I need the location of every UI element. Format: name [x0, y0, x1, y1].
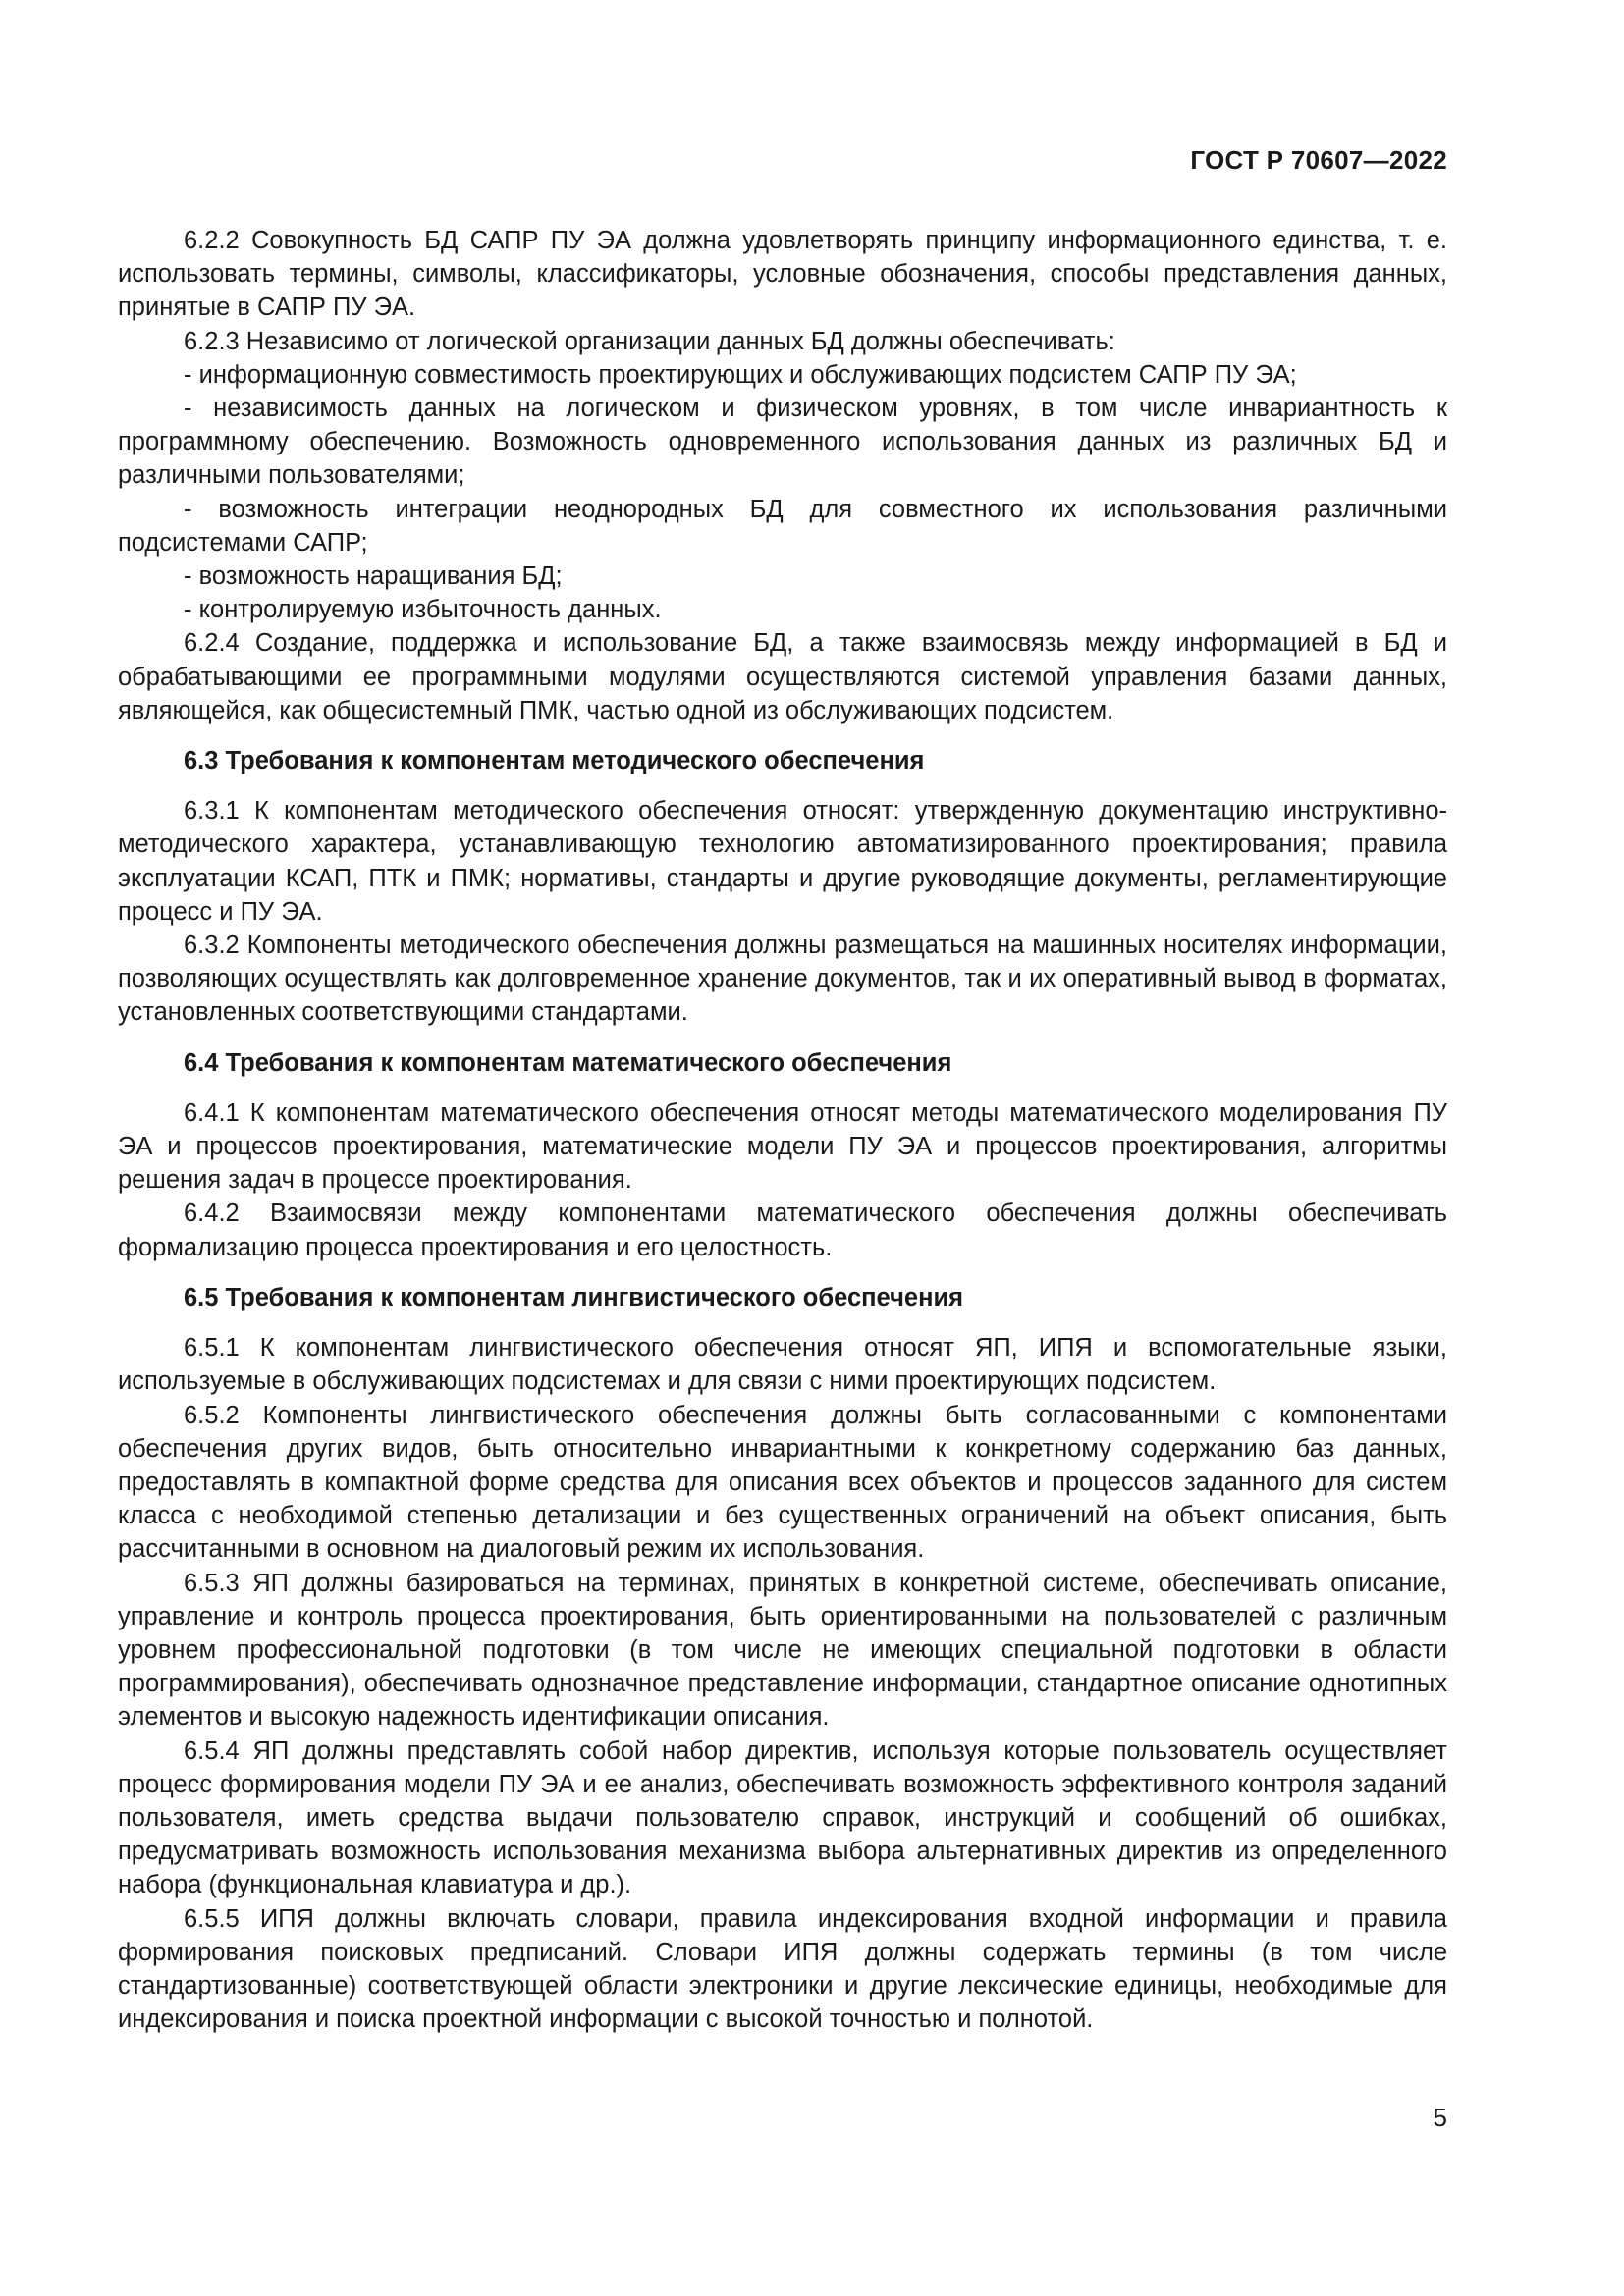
paragraph-6-5-3: 6.5.3 ЯП должны базироваться на терминах, принятых в конкретной системе, обеспечивать описание, управление и контроль процесса проектирования, быть ориентированными на пользователей с различным уровнем профессиональной подготовки (в том числе не имеющих специальной подготовки в области программирования), обеспечивать однозначное представление информации, стандартное описание однотипных элементов и высокую надежность идентификации описания.	[118, 1569, 1447, 1732]
paragraph-6-5-4: 6.5.4 ЯП должны представлять собой набор директив, используя которые пользователь осуществляет процесс формирования модели ПУ ЭА и ее анализ, обеспечивать возможность эффективного контроля заданий пользователя, иметь средства выдачи пользователю справок, инструкций и сообщений об ошибках, предусматривать возможность использования механизма выбора альтернативных директив из определенного набора (функциональная клавиатура и др.).	[118, 1736, 1447, 1899]
list-item: - возможность наращивания БД;	[184, 562, 563, 591]
section-heading-6-3: 6.3 Требования к компонентам методического обеспечения	[184, 747, 925, 775]
paragraph-6-3-2: 6.3.2 Компоненты методического обеспечения должны размещаться на машинных носителях информации, позволяющих осуществлять как долговременное хранение документов, так и их оперативный вывод в форматах, установленных соответствующими стандартами.	[118, 932, 1447, 1027]
paragraph-6-5-2: 6.5.2 Компоненты лингвистического обеспечения должны быть согласованными с компонентами обеспечения других видов, быть относительно инвариантными к конкретному содержанию баз данных, предоставлять в компактной форме средства для описания всех объектов и процессов заданного для систем класса с необходимой степенью детализации и без существенных ограничений на объект описания, быть рассчитанными в основном на диалоговый режим их использования.	[118, 1401, 1447, 1564]
paragraph-6-5-5: 6.5.5 ИПЯ должны включать словари, правила индексирования входной информации и правила формирования поисковых предписаний. Словари ИПЯ должны содержать термины (в том числе стандартизованные) соответствующей области электроники и другие лексические единицы, необходимые для индексирования и поиска проектной информации с высокой точностью и полнотой.	[118, 1904, 1447, 2034]
paragraph-6-4-2: 6.4.2 Взаимосвязи между компонентами математического обеспечения должны обеспечивать формализацию процесса проектирования и его целостность.	[118, 1200, 1447, 1261]
section-heading-6-4: 6.4 Требования к компонентам математического обеспечения	[184, 1048, 952, 1077]
document-page	[118, 0, 1447, 2296]
paragraph-6-2-2: 6.2.2 Совокупность БД САПР ПУ ЭА должна удовлетворять принципу информационного единства, т. е. использовать термины, символы, классификаторы, условные обозначения, способы представления данных, принятые в САПР ПУ ЭА.	[118, 227, 1447, 322]
standard-number-header: ГОСТ Р 70607—2022	[1190, 145, 1447, 175]
document-body	[118, 224, 1447, 2036]
paragraph-6-4-1: 6.4.1 К компонентам математического обеспечения относят методы математического моделирования ПУ ЭА и процессов проектирования, математические модели ПУ ЭА и процессов проектирования, алгоритмы решения задач в процессе проектирования.	[118, 1098, 1447, 1195]
list-item: - информационную совместимость проектирующих и обслуживающих подсистем САПР ПУ ЭА;	[184, 360, 1297, 389]
paragraph-6-5-1: 6.5.1 К компонентам лингвистического обеспечения относят ЯП, ИПЯ и вспомогательные языки, используемые в обслуживающих подсистемах и для связи с ними проектирующих подсистем.	[118, 1334, 1447, 1396]
page-number: 5	[1433, 2103, 1447, 2132]
list-item: - независимость данных на логическом и физическом уровнях, в том числе инвариантность к программному обеспечению. Возможность одновременного использования данных из различных БД и различными пользователями;	[118, 395, 1447, 490]
section-heading-6-5: 6.5 Требования к компонентам лингвистического обеспечения	[184, 1283, 964, 1311]
paragraph-6-2-3: 6.2.3 Независимо от логической организации данных БД должны обеспечивать:	[184, 327, 1115, 355]
list-item: - контролируемую избыточность данных.	[184, 596, 662, 624]
paragraph-6-2-4: 6.2.4 Создание, поддержка и использование БД, а также взаимосвязь между информацией в БД и обрабатывающими ее программными модулями осуществляются системой управления базами данных, являющейся, как общесистемный ПМК, частью одной из обслуживающих подсистем.	[118, 629, 1447, 724]
paragraph-6-3-1: 6.3.1 К компонентам методического обеспечения относят: утвержденную документацию инструктивно-методического характера, устанавливающую технологию автоматизированного проектирования; правила эксплуатации КСАП, ПТК и ПМК; нормативы, стандарты и другие руководящие документы, регламентирующие процесс и ПУ ЭА.	[118, 797, 1447, 926]
list-item: - возможность интеграции неоднородных БД для совместного их использования различными подсистемами САПР;	[118, 495, 1447, 557]
